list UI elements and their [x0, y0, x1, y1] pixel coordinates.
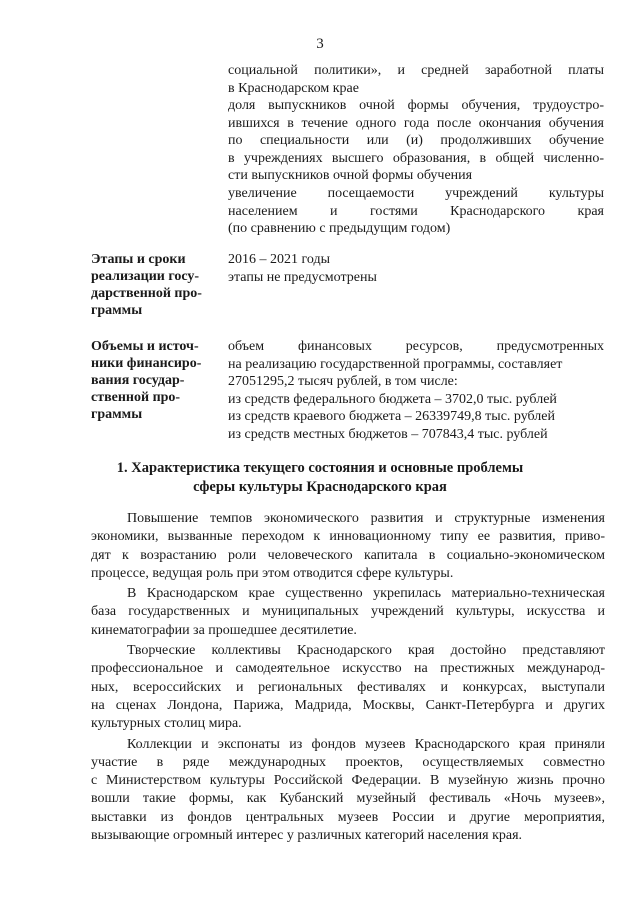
text-line: 27051295,2 тысяч рублей, в том числе:	[228, 374, 458, 389]
text-line: из средств краевого бюджета – 26339749,8 тыс. рублей	[228, 409, 556, 424]
label-line: Объемы и источ-	[91, 339, 199, 354]
heading-line: сферы культуры Краснодарского края	[193, 479, 447, 495]
text-line: дят к возрастанию роли человеческого капитала в социально-экономическом	[91, 547, 605, 563]
label-line: граммы	[91, 407, 143, 422]
text-line: Творческие коллективы Краснодарского края достойно представляют	[127, 643, 605, 659]
text-line: из средств местных бюджетов – 707843,4 тыс. рублей	[228, 426, 548, 442]
paragraph	[91, 510, 605, 583]
text-line: населением и гостями Краснодарского края	[228, 203, 604, 219]
label-line: дарственной про-	[91, 286, 202, 301]
section-heading	[0, 459, 640, 497]
text-line: экономики, вызванные переходом к инновационному типу ее развития, приво-	[91, 529, 605, 545]
paragraph	[91, 736, 605, 846]
text-line: 2016 – 2021 годы	[228, 252, 331, 267]
label-line: ники финансиро-	[91, 356, 202, 371]
text-line: база государственных и муниципальных учреждений культуры, искусства и	[91, 604, 605, 620]
paragraph	[91, 585, 605, 640]
text-line: ившихся в течение одного года после окончания обучения	[228, 115, 604, 131]
indicator-graduates	[228, 97, 604, 185]
text-line: вызывающие огромный интерес у различных категорий населения края.	[91, 828, 523, 844]
text-line: участие в ряде международных проектов, осуществляемых совместно	[91, 754, 605, 770]
text-line: сти выпускников очной формы обучения	[228, 168, 473, 183]
label-line: вания государ-	[91, 373, 185, 388]
text-line: Повышение темпов экономического развития и структурные изменения	[127, 511, 605, 526]
text-line: выставки из фондов центральных музеев России и другие мероприятия,	[91, 809, 605, 825]
text-line: в учреждениях высшего образования, в общей численно-	[228, 150, 604, 166]
text-line: процессе, ведущая роль при этом отводится сфере культуры.	[91, 565, 454, 581]
page-number: 3	[316, 36, 324, 52]
text-line: вошли такие формы, как Кубанский музейный фестиваль «Ночь музеев»,	[91, 791, 605, 807]
label-line: реализации госу-	[91, 269, 200, 284]
text-line: с Министерством культуры Российской Федерации. В музейную жизнь прочно	[91, 773, 605, 789]
text-line: по специальности или (и) продолживших обучение	[228, 133, 604, 148]
text-line: Коллекции и экспонаты из фондов музеев Краснодарского края приняли	[127, 736, 605, 752]
text-line: увеличение посещаемости учреждений культуры	[228, 186, 604, 201]
paragraph	[91, 642, 605, 733]
funding-label	[91, 338, 221, 423]
text-line: на сценах Лондона, Парижа, Мадрида, Москвы, Санкт-Петербурга и других	[91, 697, 605, 713]
text-line: ных, всероссийских и региональных фестивалях и конкурсах, выступали	[91, 679, 605, 695]
text-line: культурных столиц мира.	[91, 716, 242, 732]
indicator-salary	[228, 62, 604, 97]
section-body	[91, 510, 605, 847]
text-line: кинематографии за прошедшее десятилетие.	[91, 622, 357, 638]
text-line: из средств федерального бюджета – 3702,0 тыс. рублей	[228, 391, 557, 407]
label-line: ственной про-	[91, 390, 181, 405]
label-line: граммы	[91, 303, 143, 318]
text-line: профессиональное и самодеятельное искусство на престижных международ-	[91, 661, 605, 677]
text-line: этапы не предусмотрены	[228, 269, 377, 285]
funding-value	[228, 338, 604, 443]
text-line: на реализацию государственной программы, составляет	[228, 356, 563, 372]
heading-line: 1. Характеристика текущего состояния и основные проблемы	[116, 460, 524, 476]
text-line: объем финансовых ресурсов, предусмотренных	[228, 339, 604, 354]
text-line: социальной политики», и средней заработной платы	[228, 63, 604, 78]
label-line: Этапы и сроки	[91, 252, 186, 267]
text-line: В Краснодарском крае существенно укрепилась материально-техническая	[127, 586, 605, 602]
stages-label	[91, 251, 221, 319]
text-line: в Краснодарском крае	[228, 80, 359, 96]
text-line: доля выпускников очной формы обучения, трудоустро-	[228, 98, 604, 113]
text-line: (по сравнению с предыдущим годом)	[228, 221, 451, 236]
stages-value	[228, 251, 604, 286]
indicator-attendance	[228, 185, 604, 238]
